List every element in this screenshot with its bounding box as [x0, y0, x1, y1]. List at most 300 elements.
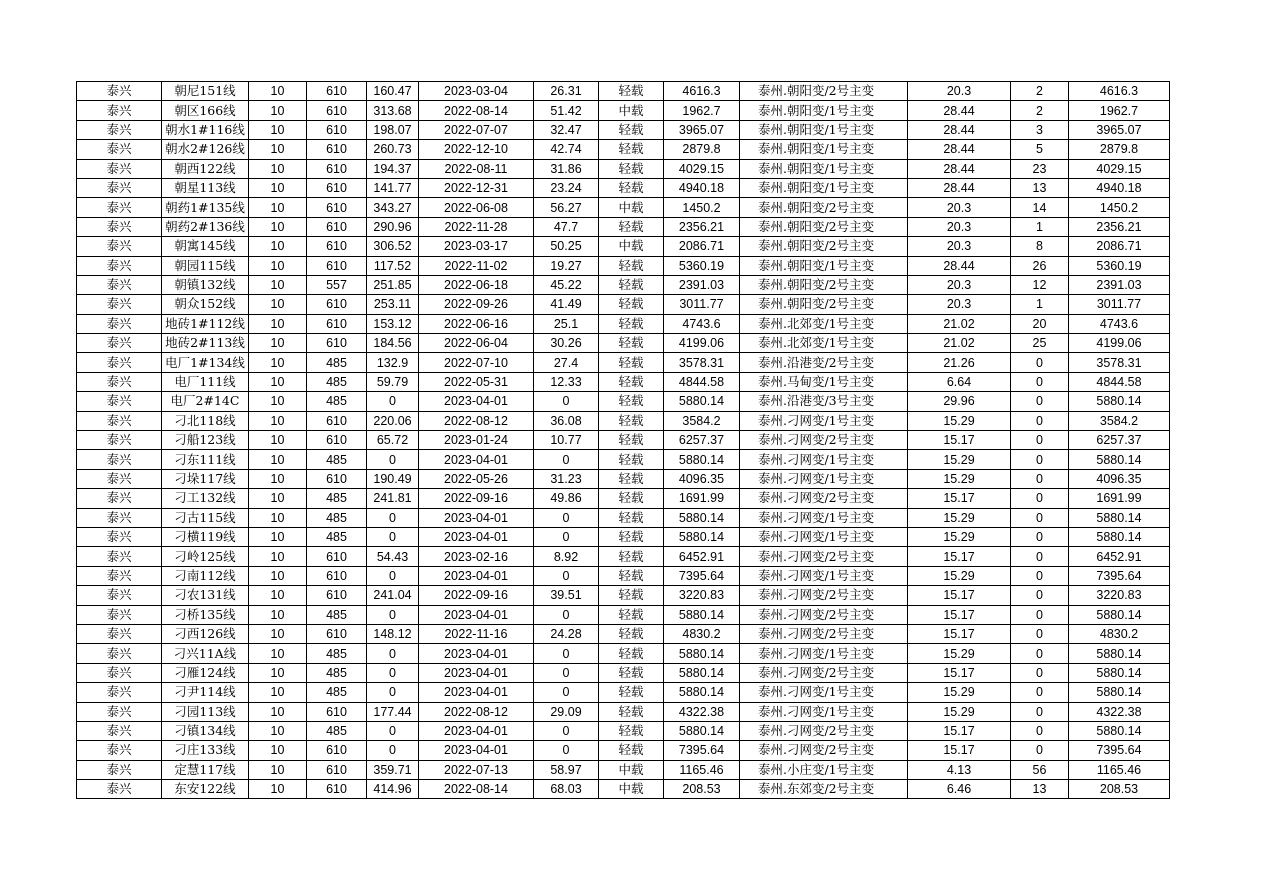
load-value-cell: 194.37	[367, 159, 419, 178]
date-cell: 2022-11-16	[419, 624, 534, 643]
region-cell: 泰兴	[77, 178, 162, 197]
transformer-load-rate-cell: 15.17	[908, 605, 1011, 624]
load-rate-cell: 51.42	[534, 101, 599, 120]
load-status-cell: 轻载	[599, 566, 664, 585]
date-cell: 2022-09-26	[419, 295, 534, 314]
load-rate-cell: 0	[534, 392, 599, 411]
load-status-cell: 轻载	[599, 721, 664, 740]
rated-capacity-cell: 485	[307, 527, 367, 546]
load-status-cell: 轻载	[599, 140, 664, 159]
load-value-cell: 132.9	[367, 353, 419, 372]
voltage-cell: 10	[249, 159, 307, 178]
substation-cell: 泰州.刁网变/2号主变	[740, 605, 908, 624]
voltage-cell: 10	[249, 586, 307, 605]
region-cell: 泰兴	[77, 140, 162, 159]
region-cell: 泰兴	[77, 644, 162, 663]
load-value-cell: 0	[367, 605, 419, 624]
date-cell: 2022-05-31	[419, 372, 534, 391]
transformer-load-rate-cell: 28.44	[908, 159, 1011, 178]
region-cell: 泰兴	[77, 217, 162, 236]
load-rate-cell: 19.27	[534, 256, 599, 275]
substation-cell: 泰州.刁网变/2号主变	[740, 741, 908, 760]
rated-capacity-cell: 610	[307, 760, 367, 779]
count-cell: 20	[1011, 314, 1069, 333]
transformer-load-rate-cell: 28.44	[908, 140, 1011, 159]
rated-capacity-cell: 610	[307, 431, 367, 450]
count-cell: 0	[1011, 469, 1069, 488]
table-row	[77, 760, 1170, 779]
substation-cell: 泰州.朝阳变/2号主变	[740, 295, 908, 314]
load-status-cell: 轻载	[599, 586, 664, 605]
load-rate-cell: 41.49	[534, 295, 599, 314]
count-cell: 13	[1011, 178, 1069, 197]
load-status-cell: 轻载	[599, 334, 664, 353]
date-cell: 2023-04-01	[419, 683, 534, 702]
substation-cell: 泰州.朝阳变/1号主变	[740, 101, 908, 120]
date-cell: 2022-08-11	[419, 159, 534, 178]
count-cell: 0	[1011, 372, 1069, 391]
transformer-load-rate-cell: 15.17	[908, 586, 1011, 605]
available-capacity-cell: 2356.21	[664, 217, 740, 236]
load-status-cell: 轻载	[599, 624, 664, 643]
available-capacity-cell: 1165.46	[664, 760, 740, 779]
load-value-cell: 0	[367, 566, 419, 585]
region-cell: 泰兴	[77, 469, 162, 488]
date-cell: 2023-03-04	[419, 82, 534, 101]
line-name-cell: 刁农131线	[162, 586, 249, 605]
substation-cell: 泰州.刁网变/2号主变	[740, 547, 908, 566]
transformer-load-rate-cell: 28.44	[908, 101, 1011, 120]
load-status-cell: 轻载	[599, 392, 664, 411]
line-name-cell: 刁北118线	[162, 411, 249, 430]
count-cell: 0	[1011, 527, 1069, 546]
rated-capacity-cell: 610	[307, 702, 367, 721]
voltage-cell: 10	[249, 334, 307, 353]
date-cell: 2023-04-01	[419, 566, 534, 585]
load-status-cell: 轻载	[599, 82, 664, 101]
region-cell: 泰兴	[77, 663, 162, 682]
line-name-cell: 刁南112线	[162, 566, 249, 585]
count-cell: 3	[1011, 120, 1069, 139]
region-cell: 泰兴	[77, 586, 162, 605]
date-cell: 2022-12-10	[419, 140, 534, 159]
load-status-cell: 轻载	[599, 644, 664, 663]
load-rate-cell: 0	[534, 508, 599, 527]
voltage-cell: 10	[249, 702, 307, 721]
line-name-cell: 朝众152线	[162, 295, 249, 314]
substation-cell: 泰州.刁网变/2号主变	[740, 624, 908, 643]
voltage-cell: 10	[249, 120, 307, 139]
load-value-cell: 65.72	[367, 431, 419, 450]
load-rate-cell: 24.28	[534, 624, 599, 643]
available-capacity-cell: 7395.64	[664, 566, 740, 585]
rated-capacity-cell: 485	[307, 372, 367, 391]
table-row	[77, 411, 1170, 430]
remaining-capacity-cell: 4830.2	[1069, 624, 1170, 643]
count-cell: 26	[1011, 256, 1069, 275]
remaining-capacity-cell: 1691.99	[1069, 489, 1170, 508]
region-cell: 泰兴	[77, 256, 162, 275]
rated-capacity-cell: 610	[307, 547, 367, 566]
remaining-capacity-cell: 5880.14	[1069, 663, 1170, 682]
transformer-load-rate-cell: 6.64	[908, 372, 1011, 391]
load-value-cell: 253.11	[367, 295, 419, 314]
remaining-capacity-cell: 6452.91	[1069, 547, 1170, 566]
date-cell: 2022-05-26	[419, 469, 534, 488]
load-status-cell: 轻载	[599, 372, 664, 391]
available-capacity-cell: 7395.64	[664, 741, 740, 760]
region-cell: 泰兴	[77, 392, 162, 411]
load-value-cell: 0	[367, 721, 419, 740]
count-cell: 0	[1011, 605, 1069, 624]
remaining-capacity-cell: 2879.8	[1069, 140, 1170, 159]
load-status-cell: 轻载	[599, 469, 664, 488]
voltage-cell: 10	[249, 605, 307, 624]
rated-capacity-cell: 610	[307, 295, 367, 314]
rated-capacity-cell: 557	[307, 275, 367, 294]
table-row	[77, 547, 1170, 566]
count-cell: 12	[1011, 275, 1069, 294]
line-name-cell: 东安122线	[162, 780, 249, 799]
region-cell: 泰兴	[77, 120, 162, 139]
voltage-cell: 10	[249, 566, 307, 585]
voltage-cell: 10	[249, 275, 307, 294]
line-name-cell: 刁横119线	[162, 527, 249, 546]
load-rate-cell: 0	[534, 527, 599, 546]
load-status-cell: 轻载	[599, 256, 664, 275]
voltage-cell: 10	[249, 683, 307, 702]
line-name-cell: 刁西126线	[162, 624, 249, 643]
count-cell: 0	[1011, 586, 1069, 605]
transformer-load-rate-cell: 15.29	[908, 411, 1011, 430]
count-cell: 8	[1011, 237, 1069, 256]
table-row	[77, 198, 1170, 217]
voltage-cell: 10	[249, 431, 307, 450]
count-cell: 0	[1011, 644, 1069, 663]
remaining-capacity-cell: 7395.64	[1069, 566, 1170, 585]
available-capacity-cell: 4322.38	[664, 702, 740, 721]
count-cell: 0	[1011, 566, 1069, 585]
available-capacity-cell: 1450.2	[664, 198, 740, 217]
table-row	[77, 644, 1170, 663]
voltage-cell: 10	[249, 508, 307, 527]
load-value-cell: 0	[367, 508, 419, 527]
date-cell: 2023-01-24	[419, 431, 534, 450]
load-rate-cell: 0	[534, 450, 599, 469]
substation-cell: 泰州.朝阳变/2号主变	[740, 198, 908, 217]
table-row	[77, 508, 1170, 527]
load-status-cell: 轻载	[599, 159, 664, 178]
load-status-cell: 轻载	[599, 663, 664, 682]
load-rate-cell: 49.86	[534, 489, 599, 508]
table-row	[77, 702, 1170, 721]
table-body	[77, 82, 1170, 799]
substation-cell: 泰州.刁网变/1号主变	[740, 411, 908, 430]
remaining-capacity-cell: 5880.14	[1069, 450, 1170, 469]
region-cell: 泰兴	[77, 334, 162, 353]
line-name-cell: 朝尼151线	[162, 82, 249, 101]
remaining-capacity-cell: 1165.46	[1069, 760, 1170, 779]
load-status-cell: 中载	[599, 760, 664, 779]
load-rate-cell: 29.09	[534, 702, 599, 721]
load-status-cell: 轻载	[599, 547, 664, 566]
load-rate-cell: 31.23	[534, 469, 599, 488]
line-name-cell: 电厂111线	[162, 372, 249, 391]
available-capacity-cell: 5880.14	[664, 392, 740, 411]
rated-capacity-cell: 610	[307, 198, 367, 217]
count-cell: 0	[1011, 663, 1069, 682]
voltage-cell: 10	[249, 450, 307, 469]
remaining-capacity-cell: 5880.14	[1069, 527, 1170, 546]
load-status-cell: 轻载	[599, 741, 664, 760]
load-rate-cell: 58.97	[534, 760, 599, 779]
count-cell: 23	[1011, 159, 1069, 178]
count-cell: 0	[1011, 392, 1069, 411]
table-row	[77, 663, 1170, 682]
region-cell: 泰兴	[77, 683, 162, 702]
available-capacity-cell: 3584.2	[664, 411, 740, 430]
remaining-capacity-cell: 3220.83	[1069, 586, 1170, 605]
load-rate-cell: 56.27	[534, 198, 599, 217]
table-row	[77, 392, 1170, 411]
table-row	[77, 295, 1170, 314]
table-row	[77, 489, 1170, 508]
rated-capacity-cell: 485	[307, 450, 367, 469]
table-row	[77, 82, 1170, 101]
available-capacity-cell: 5880.14	[664, 508, 740, 527]
load-rate-cell: 50.25	[534, 237, 599, 256]
load-status-cell: 轻载	[599, 217, 664, 236]
load-status-cell: 轻载	[599, 411, 664, 430]
count-cell: 0	[1011, 721, 1069, 740]
load-value-cell: 0	[367, 450, 419, 469]
load-value-cell: 184.56	[367, 334, 419, 353]
load-rate-cell: 32.47	[534, 120, 599, 139]
table-row	[77, 275, 1170, 294]
voltage-cell: 10	[249, 469, 307, 488]
transformer-load-rate-cell: 20.3	[908, 82, 1011, 101]
substation-cell: 泰州.刁网变/2号主变	[740, 663, 908, 682]
available-capacity-cell: 3578.31	[664, 353, 740, 372]
rated-capacity-cell: 610	[307, 178, 367, 197]
substation-cell: 泰州.朝阳变/1号主变	[740, 256, 908, 275]
line-name-cell: 刁船123线	[162, 431, 249, 450]
table-row	[77, 721, 1170, 740]
transformer-load-rate-cell: 15.29	[908, 644, 1011, 663]
date-cell: 2023-04-01	[419, 663, 534, 682]
date-cell: 2023-04-01	[419, 741, 534, 760]
line-name-cell: 朝园115线	[162, 256, 249, 275]
region-cell: 泰兴	[77, 101, 162, 120]
available-capacity-cell: 3011.77	[664, 295, 740, 314]
line-name-cell: 朝寓145线	[162, 237, 249, 256]
region-cell: 泰兴	[77, 605, 162, 624]
transformer-load-rate-cell: 28.44	[908, 120, 1011, 139]
count-cell: 0	[1011, 741, 1069, 760]
available-capacity-cell: 5880.14	[664, 450, 740, 469]
region-cell: 泰兴	[77, 547, 162, 566]
substation-cell: 泰州.朝阳变/1号主变	[740, 140, 908, 159]
remaining-capacity-cell: 2356.21	[1069, 217, 1170, 236]
transformer-load-rate-cell: 15.17	[908, 489, 1011, 508]
remaining-capacity-cell: 4743.6	[1069, 314, 1170, 333]
line-name-cell: 刁镇134线	[162, 721, 249, 740]
line-name-cell: 地砖1#112线	[162, 314, 249, 333]
remaining-capacity-cell: 2086.71	[1069, 237, 1170, 256]
region-cell: 泰兴	[77, 721, 162, 740]
rated-capacity-cell: 610	[307, 334, 367, 353]
available-capacity-cell: 5360.19	[664, 256, 740, 275]
count-cell: 2	[1011, 101, 1069, 120]
rated-capacity-cell: 610	[307, 120, 367, 139]
table-row	[77, 527, 1170, 546]
transformer-load-rate-cell: 4.13	[908, 760, 1011, 779]
table-row	[77, 431, 1170, 450]
table-row	[77, 683, 1170, 702]
voltage-cell: 10	[249, 198, 307, 217]
voltage-cell: 10	[249, 663, 307, 682]
load-value-cell: 117.52	[367, 256, 419, 275]
transformer-load-rate-cell: 15.29	[908, 683, 1011, 702]
count-cell: 0	[1011, 489, 1069, 508]
load-rate-cell: 0	[534, 663, 599, 682]
load-rate-cell: 39.51	[534, 586, 599, 605]
substation-cell: 泰州.北郊变/1号主变	[740, 314, 908, 333]
rated-capacity-cell: 485	[307, 683, 367, 702]
load-value-cell: 148.12	[367, 624, 419, 643]
remaining-capacity-cell: 5880.14	[1069, 683, 1170, 702]
transformer-load-rate-cell: 15.29	[908, 566, 1011, 585]
count-cell: 0	[1011, 431, 1069, 450]
load-value-cell: 313.68	[367, 101, 419, 120]
voltage-cell: 10	[249, 256, 307, 275]
substation-cell: 泰州.沿港变/3号主变	[740, 392, 908, 411]
load-status-cell: 轻载	[599, 120, 664, 139]
remaining-capacity-cell: 5880.14	[1069, 508, 1170, 527]
transformer-load-rate-cell: 15.29	[908, 527, 1011, 546]
count-cell: 1	[1011, 217, 1069, 236]
region-cell: 泰兴	[77, 237, 162, 256]
count-cell: 5	[1011, 140, 1069, 159]
load-status-cell: 中载	[599, 780, 664, 799]
line-name-cell: 刁庄133线	[162, 741, 249, 760]
line-name-cell: 刁工132线	[162, 489, 249, 508]
load-status-cell: 轻载	[599, 431, 664, 450]
remaining-capacity-cell: 3584.2	[1069, 411, 1170, 430]
transformer-load-rate-cell: 15.17	[908, 624, 1011, 643]
load-status-cell: 轻载	[599, 353, 664, 372]
rated-capacity-cell: 610	[307, 217, 367, 236]
table-row	[77, 159, 1170, 178]
available-capacity-cell: 3220.83	[664, 586, 740, 605]
rated-capacity-cell: 485	[307, 721, 367, 740]
line-name-cell: 地砖2#113线	[162, 334, 249, 353]
substation-cell: 泰州.北郊变/1号主变	[740, 334, 908, 353]
transformer-load-rate-cell: 6.46	[908, 780, 1011, 799]
load-rate-cell: 0	[534, 644, 599, 663]
voltage-cell: 10	[249, 140, 307, 159]
line-name-cell: 朝水1#116线	[162, 120, 249, 139]
available-capacity-cell: 5880.14	[664, 605, 740, 624]
remaining-capacity-cell: 1450.2	[1069, 198, 1170, 217]
load-value-cell: 306.52	[367, 237, 419, 256]
substation-cell: 泰州.刁网变/2号主变	[740, 586, 908, 605]
rated-capacity-cell: 610	[307, 741, 367, 760]
region-cell: 泰兴	[77, 527, 162, 546]
region-cell: 泰兴	[77, 741, 162, 760]
date-cell: 2023-04-01	[419, 605, 534, 624]
table-row	[77, 101, 1170, 120]
remaining-capacity-cell: 4322.38	[1069, 702, 1170, 721]
transformer-load-rate-cell: 20.3	[908, 198, 1011, 217]
remaining-capacity-cell: 4844.58	[1069, 372, 1170, 391]
transformer-load-rate-cell: 29.96	[908, 392, 1011, 411]
remaining-capacity-cell: 4940.18	[1069, 178, 1170, 197]
table-row	[77, 314, 1170, 333]
remaining-capacity-cell: 208.53	[1069, 780, 1170, 799]
count-cell: 0	[1011, 508, 1069, 527]
voltage-cell: 10	[249, 741, 307, 760]
remaining-capacity-cell: 5880.14	[1069, 605, 1170, 624]
remaining-capacity-cell: 5880.14	[1069, 392, 1170, 411]
load-value-cell: 0	[367, 741, 419, 760]
load-value-cell: 160.47	[367, 82, 419, 101]
load-value-cell: 190.49	[367, 469, 419, 488]
region-cell: 泰兴	[77, 489, 162, 508]
voltage-cell: 10	[249, 547, 307, 566]
transformer-load-rate-cell: 21.26	[908, 353, 1011, 372]
date-cell: 2022-07-10	[419, 353, 534, 372]
load-value-cell: 414.96	[367, 780, 419, 799]
rated-capacity-cell: 610	[307, 566, 367, 585]
load-value-cell: 198.07	[367, 120, 419, 139]
load-value-cell: 177.44	[367, 702, 419, 721]
region-cell: 泰兴	[77, 198, 162, 217]
load-rate-cell: 42.74	[534, 140, 599, 159]
date-cell: 2023-04-01	[419, 508, 534, 527]
rated-capacity-cell: 610	[307, 101, 367, 120]
region-cell: 泰兴	[77, 702, 162, 721]
available-capacity-cell: 4940.18	[664, 178, 740, 197]
load-rate-cell: 0	[534, 683, 599, 702]
remaining-capacity-cell: 3011.77	[1069, 295, 1170, 314]
line-name-cell: 朝镇132线	[162, 275, 249, 294]
rated-capacity-cell: 610	[307, 411, 367, 430]
line-name-cell: 电厂1#134线	[162, 353, 249, 372]
load-value-cell: 0	[367, 683, 419, 702]
count-cell: 0	[1011, 624, 1069, 643]
table-row	[77, 334, 1170, 353]
date-cell: 2022-07-07	[419, 120, 534, 139]
date-cell: 2022-06-04	[419, 334, 534, 353]
load-status-cell: 轻载	[599, 314, 664, 333]
remaining-capacity-cell: 2391.03	[1069, 275, 1170, 294]
rated-capacity-cell: 485	[307, 644, 367, 663]
transformer-load-rate-cell: 20.3	[908, 237, 1011, 256]
date-cell: 2023-04-01	[419, 450, 534, 469]
available-capacity-cell: 6452.91	[664, 547, 740, 566]
substation-cell: 泰州.沿港变/2号主变	[740, 353, 908, 372]
region-cell: 泰兴	[77, 353, 162, 372]
load-value-cell: 59.79	[367, 372, 419, 391]
line-name-cell: 朝区166线	[162, 101, 249, 120]
available-capacity-cell: 4199.06	[664, 334, 740, 353]
line-name-cell: 电厂2#14C	[162, 392, 249, 411]
voltage-cell: 10	[249, 780, 307, 799]
available-capacity-cell: 5880.14	[664, 721, 740, 740]
substation-cell: 泰州.刁网变/1号主变	[740, 527, 908, 546]
voltage-cell: 10	[249, 101, 307, 120]
